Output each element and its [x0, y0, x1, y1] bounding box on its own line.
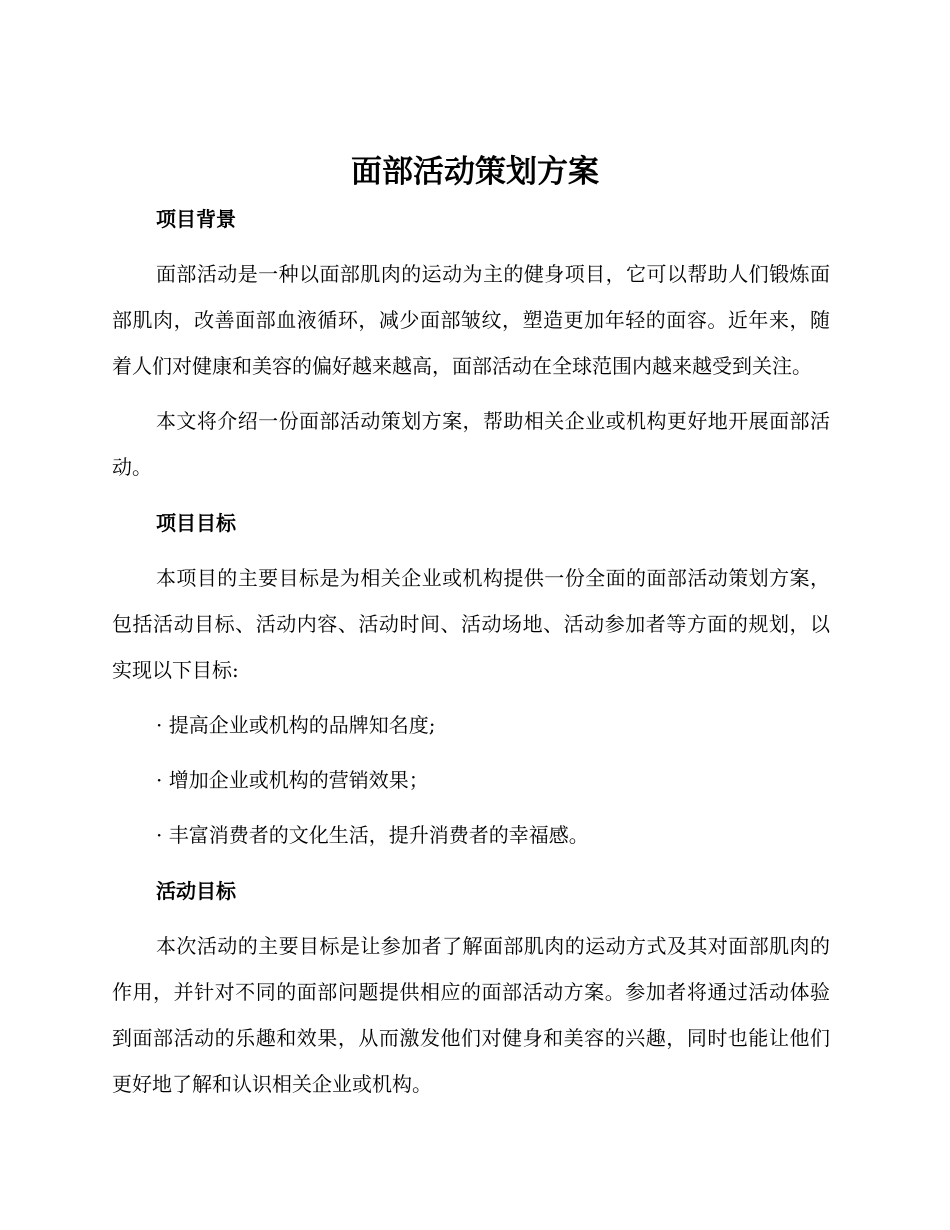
section-heading: 活动目标 — [156, 879, 236, 903]
section-heading: 项目背景 — [156, 207, 236, 231]
paragraph: 本项目的主要目标是为相关企业或机构提供一份全面的面部活动策划方案，包括活动目标、活动内容、活动时间、活动场地、活动参加者等方面的规划，以实现以下目标: — [112, 566, 830, 682]
bullet-item: · 增加企业或机构的营销效果； — [156, 768, 429, 792]
section-project-goals — [112, 500, 830, 858]
bullet-item: · 提高企业或机构的品牌知名度; — [156, 713, 436, 737]
section-heading: 项目目标 — [156, 511, 236, 535]
document-title: 面部活动策划方案 — [351, 154, 599, 190]
section-project-background — [112, 196, 830, 490]
bullet-item: · 丰富消费者的文化生活，提升消费者的幸福感。 — [156, 823, 589, 847]
document-body — [112, 196, 830, 1107]
paragraph: 本文将介绍一份面部活动策划方案，帮助相关企业或机构更好地开展面部活动。 — [112, 409, 830, 479]
paragraph: 本次活动的主要目标是让参加者了解面部肌肉的运动方式及其对面部肌肉的作用，并针对不同的面部问题提供相应的面部活动方案。参加者将通过活动体验到面部活动的乐趣和效果，从而激发他们对健身和美容的兴趣，同时也能让他们更好地了解和认识相关企业或机构。 — [112, 934, 830, 1096]
section-activity-goals — [112, 868, 830, 1107]
paragraph: 面部活动是一种以面部肌肉的运动为主的健身项目，它可以帮助人们锻炼面部肌肉，改善面部血液循环，减少面部皱纹，塑造更加年轻的面容。近年来，随着人们对健康和美容的偏好越来越高，面部活动在全球范围内越来越受到关注。 — [112, 262, 830, 378]
